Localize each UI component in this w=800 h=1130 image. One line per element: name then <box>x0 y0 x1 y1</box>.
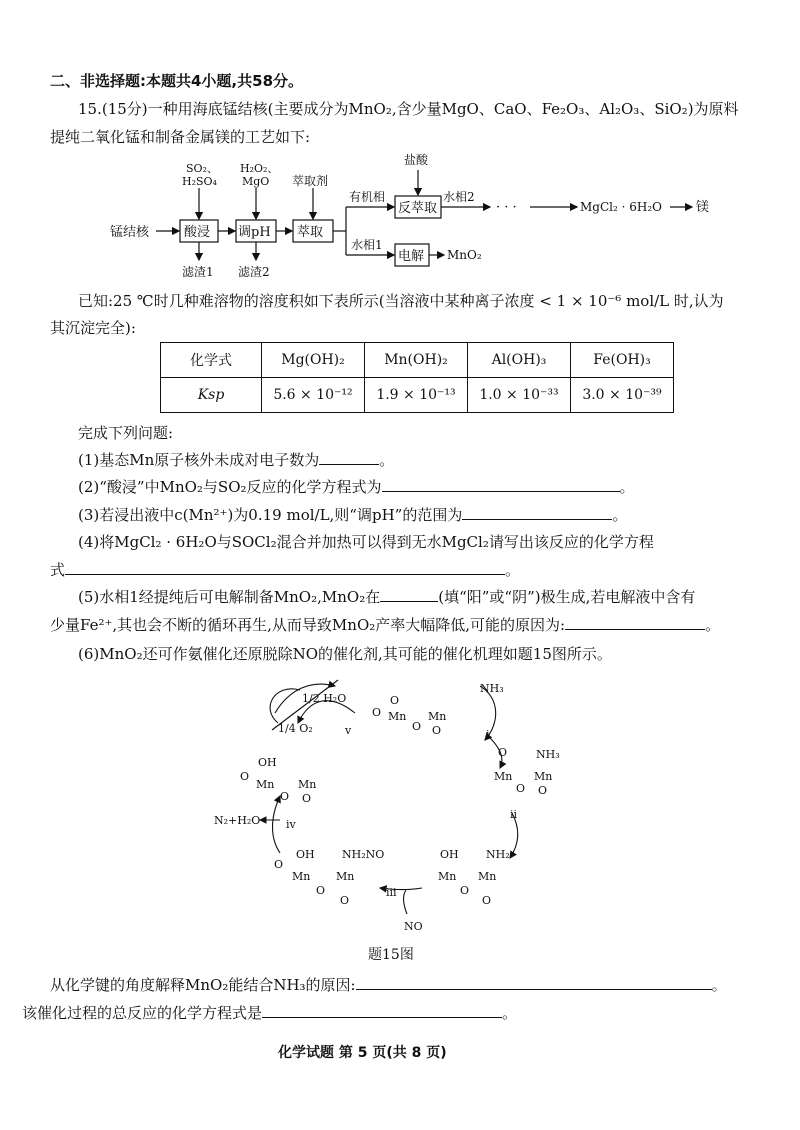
step-iv-label: iv <box>286 818 296 831</box>
atom-o: O <box>240 770 250 783</box>
table-header-cell: Mg(OH)₂ <box>262 343 365 378</box>
mno2-product: MnO₂ <box>447 248 482 262</box>
atom-o: O <box>498 746 508 759</box>
question-5-line1 <box>78 586 695 607</box>
step-i-label: i <box>486 728 490 741</box>
atom-o: O <box>390 694 400 707</box>
known-line1: 已知:25 ℃时几种难溶物的溶度积如下表所示(当溶液中某种离子浓度 < 1 × 10⁻⁶ mol/L 时,认为 <box>78 292 724 310</box>
nh3-reactant: NH₃ <box>480 682 504 695</box>
quarter-o2-label: 1/4 O₂ <box>278 722 313 735</box>
table-cell: 1.0 × 10⁻³³ <box>468 378 571 413</box>
half-h2o-label: 1/2 H₂O <box>302 692 347 705</box>
hydroxyl-group: OH <box>440 848 459 861</box>
question-4-line1: (4)将MgCl₂ · 6H₂O与SOCl₂混合并加热可以得到无水MgCl₂请写出该反应的化学方程 <box>78 533 654 551</box>
step-ii-label: ii <box>510 808 518 821</box>
question-6b: 该催化过程的总反应的化学方程式是 。 <box>22 1004 518 1022</box>
table-header-cell: Mn(OH)₂ <box>365 343 468 378</box>
question-6a: 从化学键的角度解释MnO₂能结合NH₃的原因: 。 <box>50 976 727 994</box>
complete-prompt: 完成下列问题: <box>78 424 174 442</box>
answer-blank-6b[interactable] <box>262 1003 502 1018</box>
atom-o: O <box>412 720 422 733</box>
nh2-group: NH₂ <box>486 848 510 861</box>
atom-mn: Mn <box>298 778 317 791</box>
atom-o: O <box>460 884 470 897</box>
question-6b-text: 该催化过程的总反应的化学方程式是 <box>22 1004 263 1022</box>
step-iii-label: iii <box>386 886 397 899</box>
process-flow-diagram <box>100 148 800 288</box>
atom-o: O <box>280 790 290 803</box>
reagent-so2: SO₂、 <box>186 162 218 175</box>
question-5-line2: 少量Fe²⁺,其也会不断的循环再生,从而导致MnO₂产率大幅降低,可能的原因为: 。 <box>50 616 721 634</box>
question-3-text: (3)若浸出液中c(Mn²⁺)为0.19 mol/L,则“调pH”的范围为 <box>78 506 463 524</box>
atom-mn: Mn <box>256 778 275 791</box>
reagent-extractant: 萃取剂 <box>292 174 329 188</box>
answer-blank-5a[interactable] <box>380 587 438 602</box>
answer-blank-4[interactable] <box>65 560 505 575</box>
answer-blank-5b[interactable] <box>565 615 705 630</box>
no-reactant: NO <box>404 920 423 933</box>
reagent-mgo: MgO <box>242 175 270 188</box>
atom-o: O <box>482 894 492 907</box>
step-acid-leach: 酸浸 <box>184 225 211 240</box>
step-back-extraction: 反萃取 <box>398 201 438 216</box>
atom-o: O <box>340 894 350 907</box>
table-header-cell: Al(OH)₃ <box>468 343 571 378</box>
question-2: (2)“酸浸”中MnO₂与SO₂反应的化学方程式为 。 <box>78 478 635 496</box>
question-1-text: (1)基态Mn原子核外未成对电子数为 <box>78 451 320 469</box>
table-header-cell: 化学式 <box>161 343 262 378</box>
hydroxyl-group: OH <box>258 756 277 769</box>
atom-mn: Mn <box>494 770 513 783</box>
catalytic-cycle-figure <box>200 668 560 942</box>
atom-o: O <box>516 782 526 795</box>
question-intro-line1: 15.(15分)一种用海底锰结核(主要成分为MnO₂,含少量MgO、CaO、Fe₂O₃、Al₂O₃、SiO₂)为原料 <box>78 100 739 118</box>
answer-blank-2[interactable] <box>382 477 620 492</box>
atom-mn: Mn <box>428 710 447 723</box>
question-3: (3)若浸出液中c(Mn²⁺)为0.19 mol/L,则“调pH”的范围为 。 <box>78 506 628 524</box>
question-2-text: (2)“酸浸”中MnO₂与SO₂反应的化学方程式为 <box>78 478 382 496</box>
question-5-text-a: (5)水相1经提纯后可电解制备MnO₂,MnO₂在 <box>78 588 381 606</box>
table-cell: 1.9 × 10⁻¹³ <box>365 378 468 413</box>
question-5-text-b: (填“阳”或“阴”)极生成,若电解液中含有 <box>438 588 696 606</box>
flow-start-label: 锰结核 <box>110 225 150 240</box>
ksp-table <box>160 342 674 413</box>
atom-o: O <box>538 784 548 797</box>
figure-caption: 题15图 <box>368 947 414 963</box>
answer-blank-1[interactable] <box>319 450 379 465</box>
step-v-label: v <box>345 724 352 737</box>
atom-mn: Mn <box>534 770 553 783</box>
reagent-hcl: 盐酸 <box>404 153 429 167</box>
aqueous-phase-1: 水相1 <box>351 238 383 252</box>
atom-mn: Mn <box>336 870 355 883</box>
atom-o: O <box>316 884 326 897</box>
atom-mn: Mn <box>478 870 497 883</box>
residue-1: 滤渣1 <box>182 265 214 279</box>
mgcl2-hydrate: MgCl₂ · 6H₂O <box>580 200 662 214</box>
answer-blank-6a[interactable] <box>356 975 712 990</box>
reagent-h2o2: H₂O₂、 <box>240 162 279 175</box>
question-5-text-c: 少量Fe²⁺,其也会不断的循环再生,从而导致MnO₂产率大幅降低,可能的原因为: <box>50 616 566 634</box>
atom-o: O <box>274 858 284 871</box>
table-cell: 5.6 × 10⁻¹² <box>262 378 365 413</box>
n2-h2o-product: N₂+H₂O <box>214 814 261 827</box>
atom-o: O <box>302 792 312 805</box>
magnesium-product: 镁 <box>696 200 710 215</box>
atom-o: O <box>372 706 382 719</box>
nh2no-group: NH₂NO <box>342 848 385 861</box>
table-row <box>161 378 674 413</box>
table-cell: 3.0 × 10⁻³⁹ <box>571 378 674 413</box>
hydroxyl-group: OH <box>296 848 315 861</box>
atom-mn: Mn <box>388 710 407 723</box>
question-4-text: 式 <box>50 561 66 579</box>
nh3-group: NH₃ <box>536 748 560 761</box>
step-adjust-ph: 调pH <box>238 225 271 240</box>
table-header-cell: Fe(OH)₃ <box>571 343 674 378</box>
atom-o: O <box>432 724 442 737</box>
step-electrolysis: 电解 <box>398 249 425 264</box>
question-1: (1)基态Mn原子核外未成对电子数为 。 <box>78 451 395 469</box>
atom-mn: Mn <box>438 870 457 883</box>
step-extraction: 萃取 <box>297 225 324 240</box>
table-row <box>161 343 674 378</box>
question-4-line2: 式 。 <box>50 561 521 579</box>
section-title: 二、非选择题:本题共4小题,共58分。 <box>50 72 304 90</box>
known-line2: 其沉淀完全): <box>50 319 136 337</box>
question-6: (6)MnO₂还可作氨催化还原脱除NO的催化剂,其可能的催化机理如题15图所示。 <box>78 645 612 663</box>
residue-2: 滤渣2 <box>238 265 270 279</box>
aqueous-phase-2: 水相2 <box>443 190 475 204</box>
flow-ellipsis: · · · <box>496 200 517 215</box>
answer-blank-3[interactable] <box>462 505 612 520</box>
organic-phase: 有机相 <box>349 190 386 204</box>
atom-mn: Mn <box>292 870 311 883</box>
page-footer: 化学试题 第 5 页(共 8 页) <box>278 1045 447 1061</box>
reagent-h2so4: H₂SO₄ <box>182 175 217 188</box>
question-6a-text: 从化学键的角度解释MnO₂能结合NH₃的原因: <box>50 976 356 994</box>
table-row-label: Ksp <box>161 378 262 413</box>
question-intro-line2: 提纯二氧化锰和制备金属镁的工艺如下: <box>50 128 311 146</box>
